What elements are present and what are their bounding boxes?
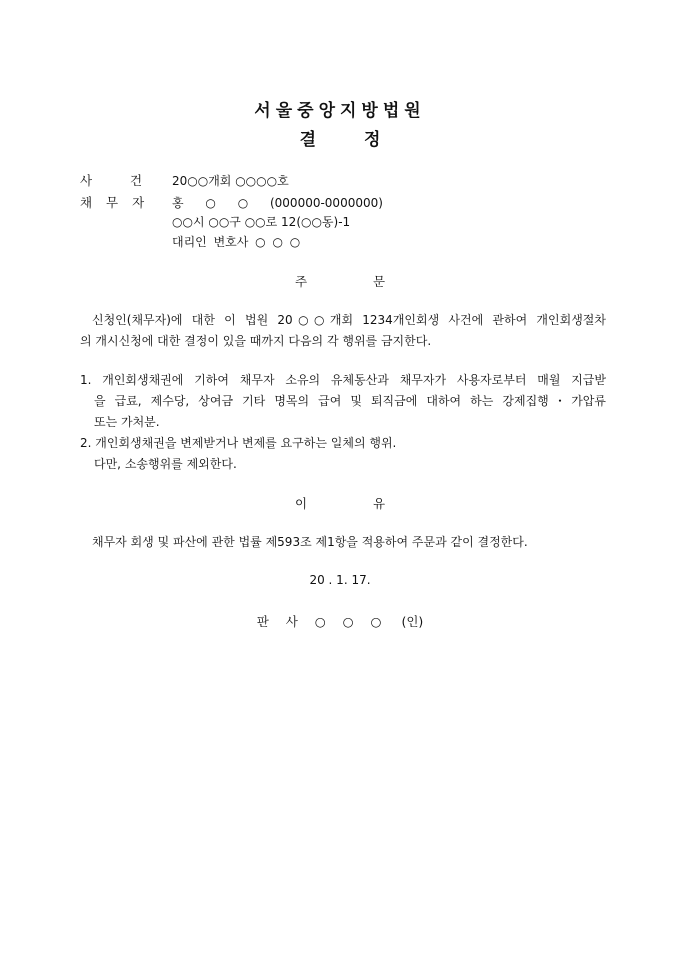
reason-text-block: [80, 532, 606, 553]
document-type: 결 정: [299, 130, 381, 150]
order-item-1-line-2: 을 급료, 제수당, 상여금 기타 명목의 급여 및 퇴직금에 대하여 하는 강제집행・가압류: [94, 394, 606, 408]
order-intro-line-1: 신청인(채무자)에 대한 이 법원 20○○개회 1234개인회생 사건에 관하여 개인회생절차: [92, 313, 606, 327]
order-item-2: [80, 433, 606, 475]
debtor-address: ○○시 ○○구 ○○로 12(○○동)-1: [172, 215, 351, 229]
reason-heading: 이 유: [294, 496, 386, 511]
order-item-1-line-3: 또는 가처분.: [94, 415, 160, 429]
case-label: 사 건: [80, 173, 143, 188]
debtor-label: 채 무 자: [80, 195, 145, 210]
reason-text: 채무자 회생 및 파산에 관한 법률 제593조 제1항을 적용하여 주문과 같이 결정한다.: [92, 535, 528, 549]
case-number: 20○○개회 ○○○○호: [172, 174, 289, 188]
judge-label: 판 사 ○ ○ ○: [256, 614, 382, 629]
order-intro: [80, 310, 606, 352]
debtor-agent: 대리인 변호사 ○ ○ ○: [172, 235, 301, 249]
judge-line: [0, 612, 680, 630]
debtor-name: 홍 ○ ○ (000000-0000000): [172, 196, 383, 210]
court-name: 서울중앙지방법원: [254, 101, 426, 121]
order-heading: 주 문: [294, 274, 386, 289]
order-item-2-line-1: 2. 개인회생채권을 변제받거나 변제를 요구하는 일체의 행위.: [80, 436, 397, 450]
order-item-1-line-1: 1. 개인회생채권에 기하여 채무자 소유의 유체동산과 채무자가 사용자로부터 매월 지급받: [80, 373, 606, 387]
order-item-1: [80, 370, 606, 433]
decision-date: 20 . 1. 17.: [309, 573, 371, 587]
order-intro-line-2: 의 개시신청에 대한 결정이 있을 때까지 다음의 각 행위를 금지한다.: [80, 334, 432, 348]
order-item-2-line-2: 다만, 소송행위를 제외한다.: [94, 457, 237, 471]
judge-seal: (인): [401, 614, 424, 629]
